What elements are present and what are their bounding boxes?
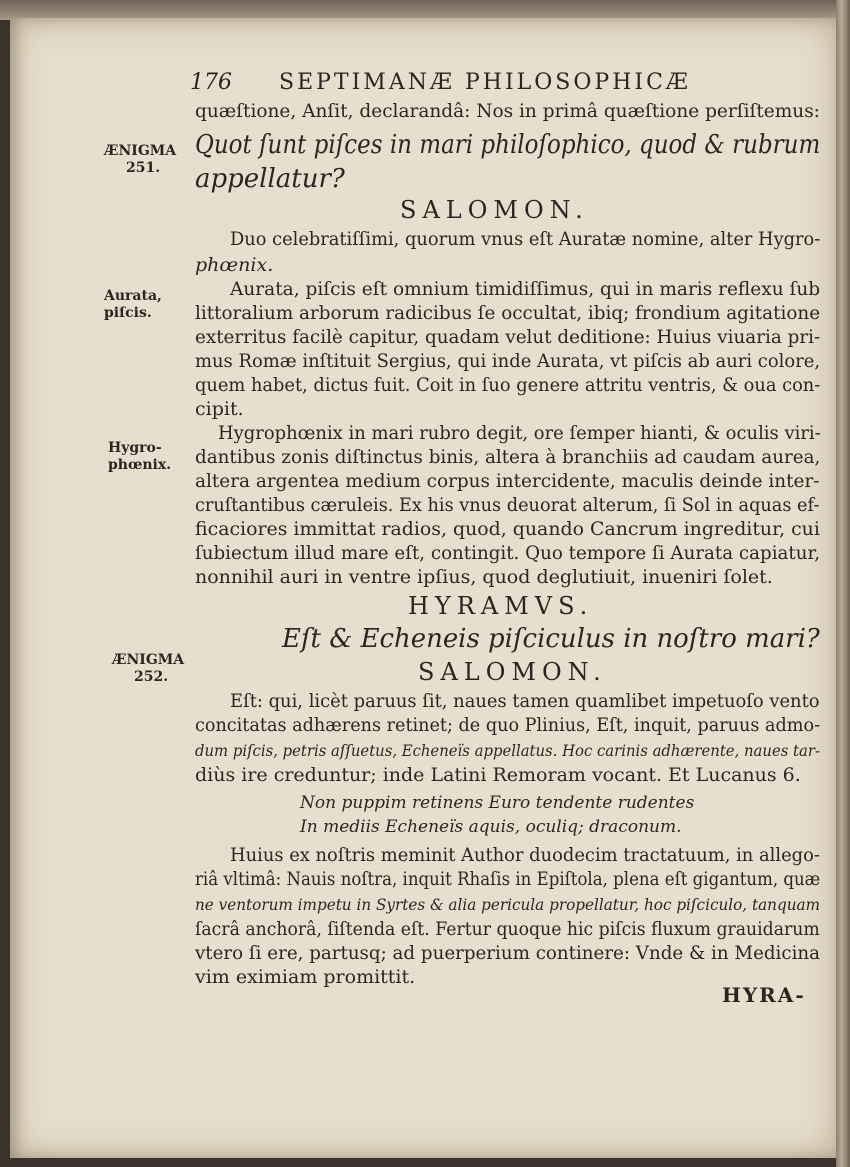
verse-line: Non puppim retinens Euro tendente rudentes — [300, 793, 695, 813]
page-number: 176 — [190, 70, 232, 95]
margin-line: piſcis. — [104, 305, 152, 321]
margin-number: 252. — [134, 669, 169, 685]
running-title: SEPTIMANÆ PHILOSOPHICÆ — [279, 70, 691, 95]
margin-line: Hygro- — [108, 440, 162, 456]
text-line: cipit. — [195, 398, 244, 420]
text-line: exterritus facilè capitur, quadam velut deditione: Huius viuaria pri- — [195, 326, 821, 348]
text-line: concitatas adhærens retinet; de quo Plinius, Eſt, inquit, paruus admo- — [195, 714, 821, 736]
catchword: HYRA- — [722, 983, 806, 1007]
book-spine-edge — [836, 0, 850, 1167]
margin-aurata — [104, 288, 162, 322]
speaker-salomon: SALOMON. — [400, 196, 589, 224]
text-line: diùs ire creduntur; inde Latini Remoram vocant. Et Lucanus 6. — [195, 764, 801, 786]
text-line: littoralium arborum radicibus ſe occultat, ibiq; frondium agitatione — [195, 302, 821, 324]
running-header — [190, 70, 710, 95]
text-line: Hygrophœnix in mari rubro degit, ore ſemper hianti, & oculis viri- — [218, 422, 821, 444]
text-line: Huius ex noſtris meminit Author duodecim tractatuum, in allego- — [230, 844, 820, 866]
text-line: dum piſcis, petris aſſuetus, Echeneïs appellatus. Hoc carinis adhærente, naues tar- — [195, 741, 820, 760]
text-line: Duo celebratiſſimi, quorum vnus eſt Auratæ nomine, alter Hygro- — [230, 228, 821, 250]
text-line: ficaciores immittat radios, quod, quando Cancrum ingreditur, cui — [195, 518, 820, 540]
book-page — [10, 18, 839, 1158]
margin-label: ÆNIGMA — [104, 143, 177, 159]
margin-line: phœnix. — [108, 457, 172, 473]
text-line: dantibus zonis diſtinctus binis, altera à branchiis ad caudam aurea, — [195, 446, 821, 468]
speaker-salomon: SALOMON. — [418, 658, 607, 686]
text-line: altera argentea medium corpus intercidente, maculis deinde inter- — [195, 470, 820, 492]
text-line: Eſt: qui, licèt paruus ſit, naues tamen quamlibet impetuoſo vento — [230, 690, 820, 712]
text-line: phœnix. — [195, 254, 274, 276]
question-line: Quot ſunt piſces in mari philoſophico, quod & rubrum — [195, 130, 821, 160]
margin-label: ÆNIGMA — [112, 652, 185, 668]
question-line: appellatur? — [195, 164, 345, 194]
text-line: quem habet, dictus fuit. Coit in ſuo genere attritu ventris, & oua con- — [195, 374, 821, 396]
margin-aenigma-251 — [104, 143, 176, 177]
question-line: Eſt & Echeneis piſciculus in noſtro mari? — [282, 624, 820, 654]
text-line: vim eximiam promittit. — [195, 966, 416, 988]
text-line: riâ vltimâ: Nauis noſtra, inquit Rhaſis in Epiſtola, plena eſt gigantum, quæ — [195, 868, 821, 890]
text-line: mus Romæ inſtituit Sergius, qui inde Aurata, vt piſcis ab auri colore, — [195, 350, 821, 372]
text-line: ne ventorum impetu in Syrtes & alia pericula propellatur, hoc piſciculo, tanquam — [195, 895, 821, 914]
speaker-hyramus: HYRAMVS. — [408, 592, 594, 620]
text-line: cruſtantibus cæruleis. Ex his vnus deuorat alterum, ſi Sol in aquas ef- — [195, 494, 820, 516]
text-line: Aurata, piſcis eſt omnium timidiſſimus, qui in maris reflexu ſub — [230, 278, 821, 300]
verse-line: In mediis Echeneïs aquis, oculiq; draconum. — [300, 817, 682, 837]
text-line: ſubiectum illud mare eſt, contingit. Quo tempore ſi Aurata capiatur, — [195, 542, 820, 564]
text-line: ſacrâ anchorâ, ſiſtenda eſt. Fertur quoque hic piſcis fluxum grauidarum — [195, 918, 820, 940]
margin-aenigma-252 — [112, 652, 184, 686]
margin-line: Aurata, — [104, 288, 162, 304]
text-line: nonnihil auri in ventre ipſius, quod deglutiuit, inueniri ſolet. — [195, 566, 773, 588]
text-line: quæſtione, Anſit, declarandâ: Nos in primâ quæſtione perſiſtemus: — [195, 100, 820, 122]
margin-hygrophoenix — [108, 440, 171, 474]
margin-number: 251. — [126, 160, 161, 176]
text-line: vtero ſi ere, partusq; ad puerperium continere: Vnde & in Medicina — [195, 942, 821, 964]
scan-top-edge — [0, 0, 850, 20]
